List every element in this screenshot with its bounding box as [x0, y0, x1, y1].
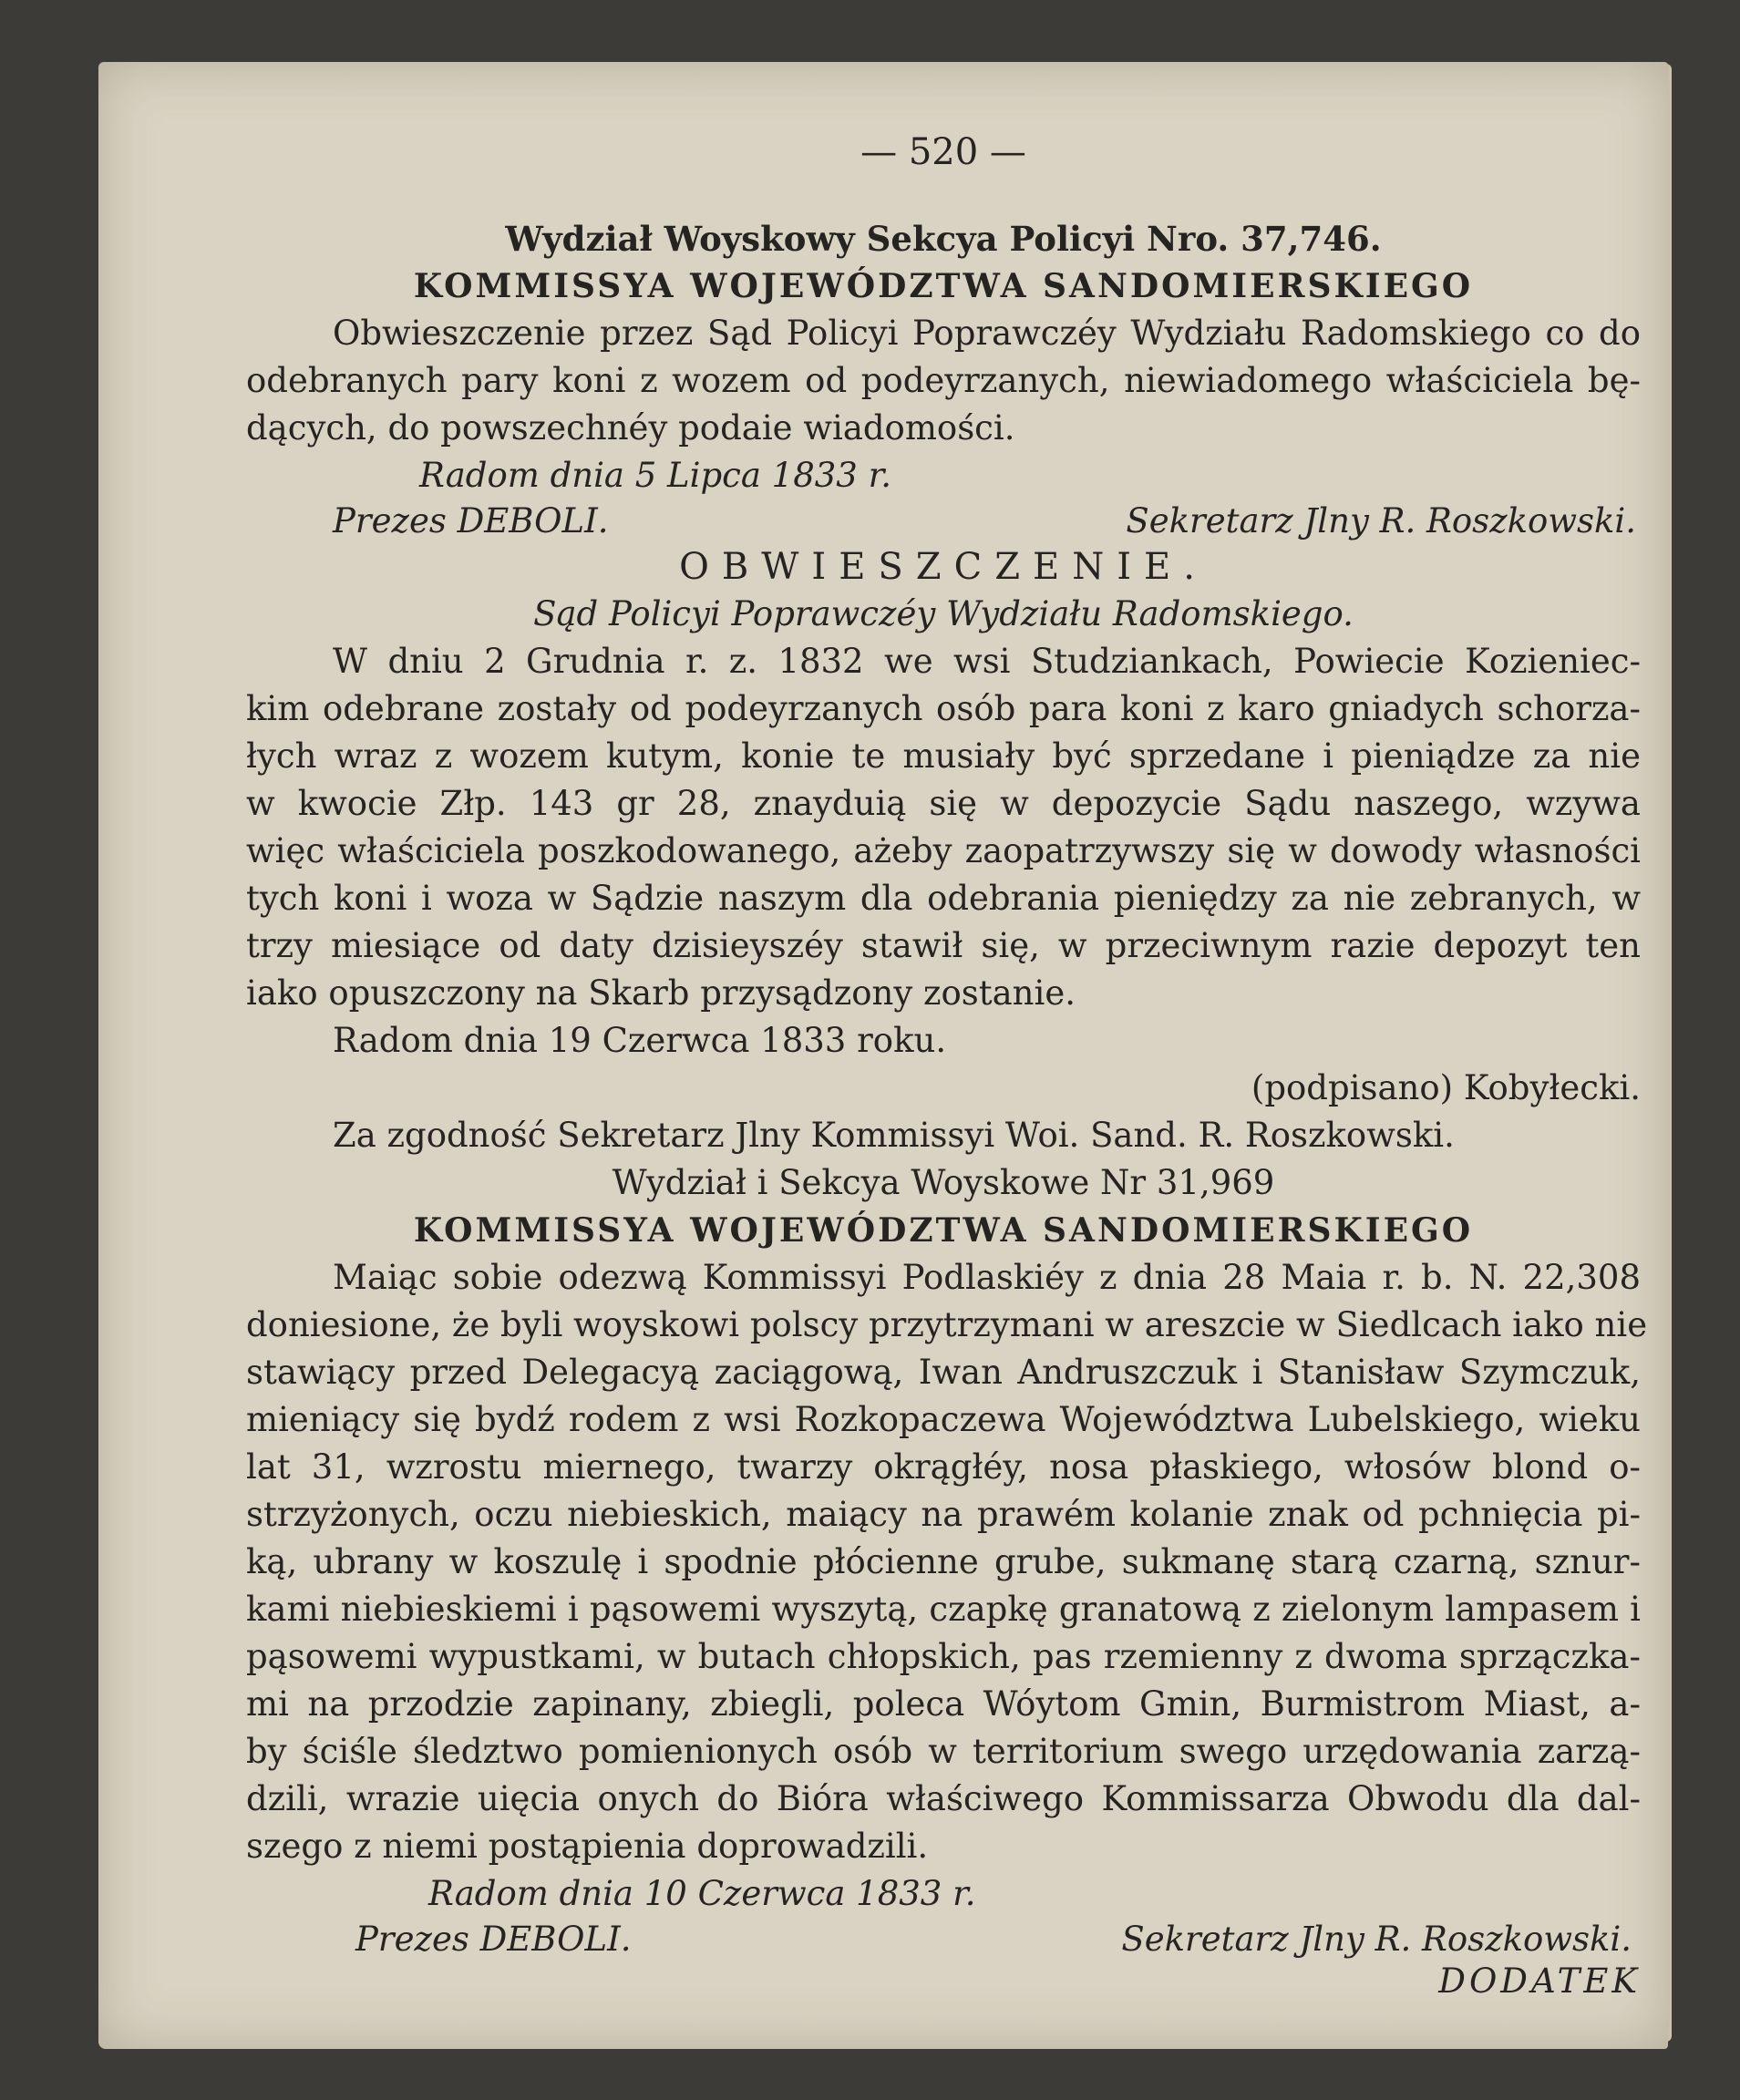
section1-line-2: odebranych pary koni z wozem od podeyrzanych, niewiadomego właściciela bę- [246, 361, 1641, 400]
section1-line-3: dących, do powszechnéy podaie wiadomości. [246, 408, 1015, 448]
section3-line-13: szego z niemi postąpienia doprowadzili. [246, 1827, 929, 1866]
section2-line-5: więc właściciela poszkodowanego, ażeby zaopatrzywszy się w dowody własności [246, 831, 1641, 870]
section2-line-2: kim odebrane zostały od podeyrzanych osób para koni z karo gniadych schorza- [246, 689, 1641, 728]
section3-date: Radom dnia 10 Czerwca 1833 r. [428, 1874, 976, 1913]
page-content [246, 128, 1648, 2001]
section2-line-7: trzy miesiące od daty dzisieyszéy stawił się, w przeciwnym razie depozyt ten [246, 926, 1641, 965]
section3-header: Wydział i Sekcya Woyskowe Nr 31,969 [612, 1163, 1275, 1202]
section3-line-12: dzili, wrazie uięcia onych do Biórа właściwego Kommissarza Obwodu dla dal- [246, 1779, 1641, 1818]
section3-line-11: by ściśle śledztwo pomienionych osób w territorium swego urzędowania zarzą- [246, 1732, 1641, 1771]
section2-line-6: tych koni i woza w Sądzie naszym dla odebrania pieniędzy za nie zebranych, w [246, 879, 1641, 918]
section1-title: KOMMISSYA WOJEWÓDZTWA SANDOMIERSKIEGO [413, 267, 1474, 305]
section1-sign-right: Sekretarz Jlny R. Roszkowski. [1126, 501, 1636, 540]
section1-line-1: Obwieszczenie przez Sąd Policyi Poprawczéy Wydziału Radomskiego co do [333, 314, 1641, 353]
section3-title: KOMMISSYA WOJEWÓDZTWA SANDOMIERSKIEGO [413, 1211, 1474, 1250]
section3-line-6: strzyżonych, oczu niebieskich, maiący na prawém kolanie znak od pchnięcia pi- [246, 1495, 1641, 1534]
section3-line-10: mi na przodzie zapinany, zbiegli, poleca Wóytom Gmin, Burmistrom Miast, a- [246, 1684, 1641, 1724]
section3-line-7: ką, ubrany w koszulę i spodnie płócienne grube, sukmanę starą czarną, sznur- [246, 1542, 1641, 1581]
section3-line-1: Maiąc sobie odezwą Kommissyi Podlaskiéy z dnia 28 Maia r. b. N. 22,308 [333, 1258, 1641, 1297]
section3-line-9: pąsowemi wypustkami, w butach chłopskich, pas rzemienny z dwoma sprzączka- [246, 1637, 1641, 1676]
section3-sign-left: Prezes DEBOLI. [355, 1920, 632, 1959]
section2-date: Radom dnia 19 Czerwca 1833 roku. [333, 1021, 947, 1060]
section1-header: Wydział Woyskowy Sekcya Policyi Nro. 37,746. [505, 219, 1382, 259]
catchword: DODATEK [1438, 1961, 1641, 2001]
section2-line-1: W dniu 2 Grudnia r. z. 1832 we wsi Studziankach, Powiecie Kozieniec- [333, 642, 1641, 681]
page-number: — 520 — [860, 131, 1026, 173]
section3-line-4: mieniący się bydź rodem z wsi Rozkopaczewa Województwa Lubelskiego, wieku [246, 1400, 1641, 1439]
section3-line-8: kami niebieskiemi i pąsowemi wyszytą, czapkę granatową z zielonym lampasem i [246, 1590, 1641, 1629]
section1-signatures [333, 501, 1636, 541]
section2-signed: (podpisano) Kobyłecki. [1251, 1068, 1641, 1107]
section2-line-8: iako opuszczony na Skarb przysądzony zostanie. [246, 973, 1076, 1013]
section2-title: OBWIESZCZENIE. [679, 546, 1208, 588]
section2-line-3: łych wraz z wozem kutym, konie te musiały być sprzedane i pieniądze za nie [246, 736, 1641, 776]
section3-sign-right: Sekretarz Jlny R. Roszkowski. [1121, 1920, 1632, 1959]
section3-line-2: doniesione, że byli woyskowi polscy przytrzymani w areszcie w Siedlcach iako nie [246, 1305, 1648, 1344]
section3-signatures [355, 1920, 1632, 1960]
section1-date: Radom dnia 5 Lipca 1833 r. [419, 456, 891, 495]
section2-line-4: w kwocie Złp. 143 gr 28, znayduią się w depozycie Sądu naszego, wzywa [246, 784, 1641, 823]
section2-conformity: Za zgodność Sekretarz Jlny Kommissyi Woi. Sand. R. Roszkowski. [333, 1116, 1455, 1155]
section3-line-5: lat 31, wzrostu miernego, twarzy okrągłéy, nosa płaskiego, włosów blond o- [246, 1447, 1641, 1487]
section3-line-3: stawiący przed Delegacyą zaciągową, Iwan Andruszczuk i Stanisław Szymczuk, [246, 1353, 1641, 1392]
section2-subtitle: Sąd Policyi Poprawczéy Wydziału Radomskiego. [533, 594, 1354, 633]
section1-sign-left: Prezes DEBOLI. [333, 501, 609, 540]
